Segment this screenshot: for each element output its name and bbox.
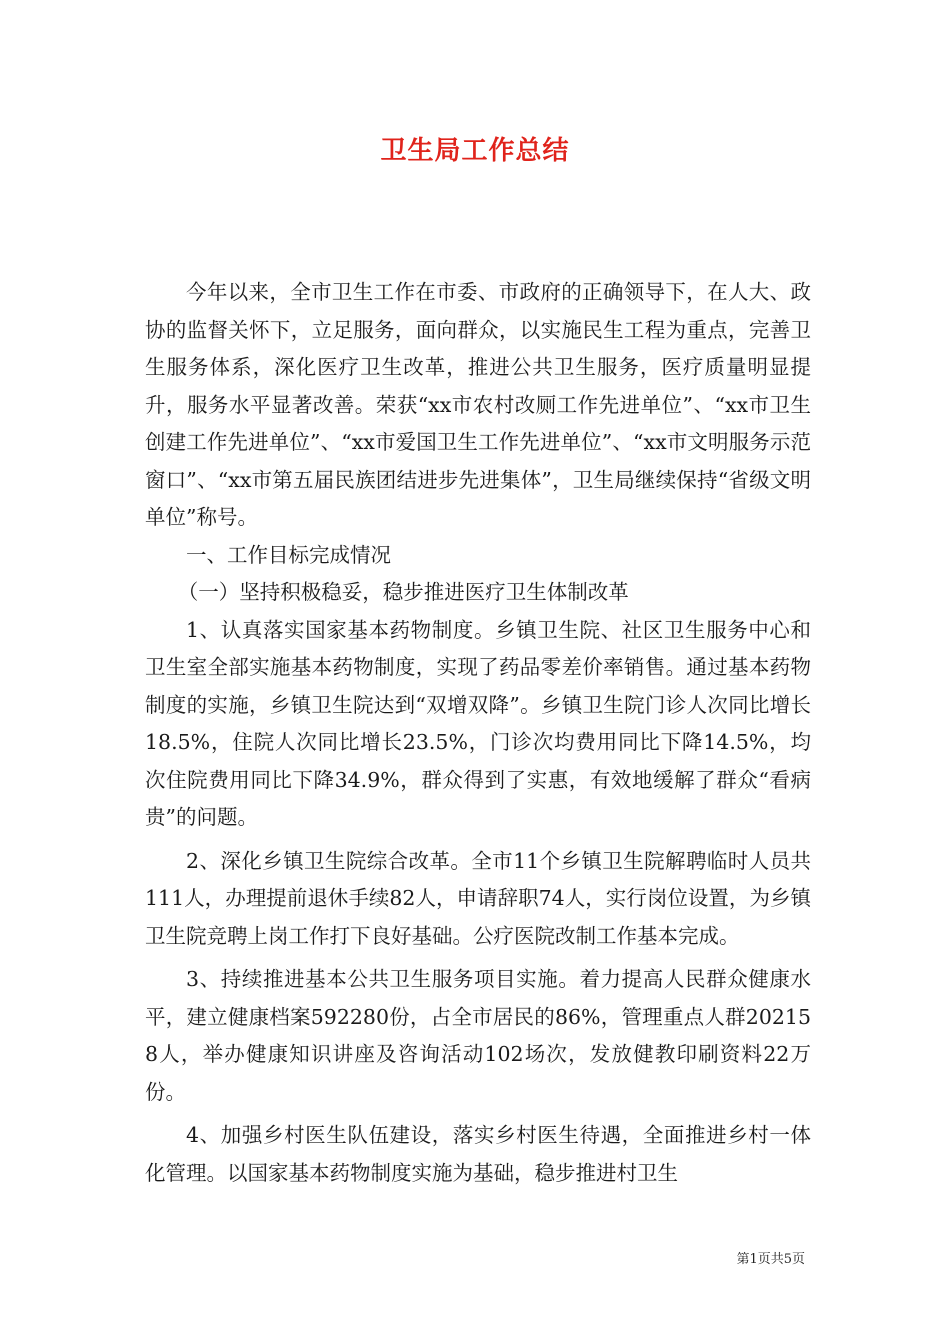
paragraph-item-1: 1、认真落实国家基本药物制度。乡镇卫生院、社区卫生服务中心和卫生室全部实施基本药物制度，实现了药品零差价率销售。通过基本药物制度的实施，乡镇卫生院达到“双增双降”。乡镇卫生院门诊人次同比增长18.5%，住院人次同比增长23.5%，门诊次均费用同比下降14.5%，均次住院费用同比下降34.9%，群众得到了实惠，有效地缓解了群众“看病贵”的问题。 xyxy=(145,617,811,829)
paragraph-item-3: 3、持续推进基本公共卫生服务项目实施。着力提高人民群众健康水平，建立健康档案592280份，占全市居民的86%，管理重点人群202158人，举办健康知识讲座及咨询活动102场次，发放健教印刷资料22万份。 xyxy=(145,967,811,1104)
section-heading: 一、工作目标完成情况 xyxy=(186,542,391,567)
paragraph-intro: 今年以来，全市卫生工作在市委、市政府的正确领导下，在人大、政协的监督关怀下，立足服务，面向群众，以实施民生工程为重点，完善卫生服务体系，深化医疗卫生改革，推进公共卫生服务，医疗质量明显提升，服务水平显著改善。荣获“xx市农村改厕工作先进单位”、“xx市卫生创建工作先进单位”、“xx市爱国卫生工作先进单位”、“xx市文明服务示范窗口”、“xx市第五届民族团结进步先进集体”，卫生局继续保持“省级文明单位”称号。 xyxy=(145,280,811,529)
paragraph-item-2: 2、深化乡镇卫生院综合改革。全市11个乡镇卫生院解聘临时人员共111人，办理提前退休手续82人，申请辞职74人，实行岗位设置，为乡镇卫生院竞聘上岗工作打下良好基础。公疗医院改制工作基本完成。 xyxy=(145,848,811,948)
paragraph-item-4: 4、加强乡村医生队伍建设，落实乡村医生待遇，全面推进乡村一体化管理。以国家基本药物制度实施为基础，稳步推进村卫生 xyxy=(145,1123,811,1185)
subsection-heading: （一）坚持积极稳妥，稳步推进医疗卫生体制改革 xyxy=(177,580,629,604)
document-body xyxy=(145,274,811,1192)
page-number-footer: 第1页共5页 xyxy=(736,1252,805,1267)
document-title: 卫生局工作总结 xyxy=(380,136,570,166)
